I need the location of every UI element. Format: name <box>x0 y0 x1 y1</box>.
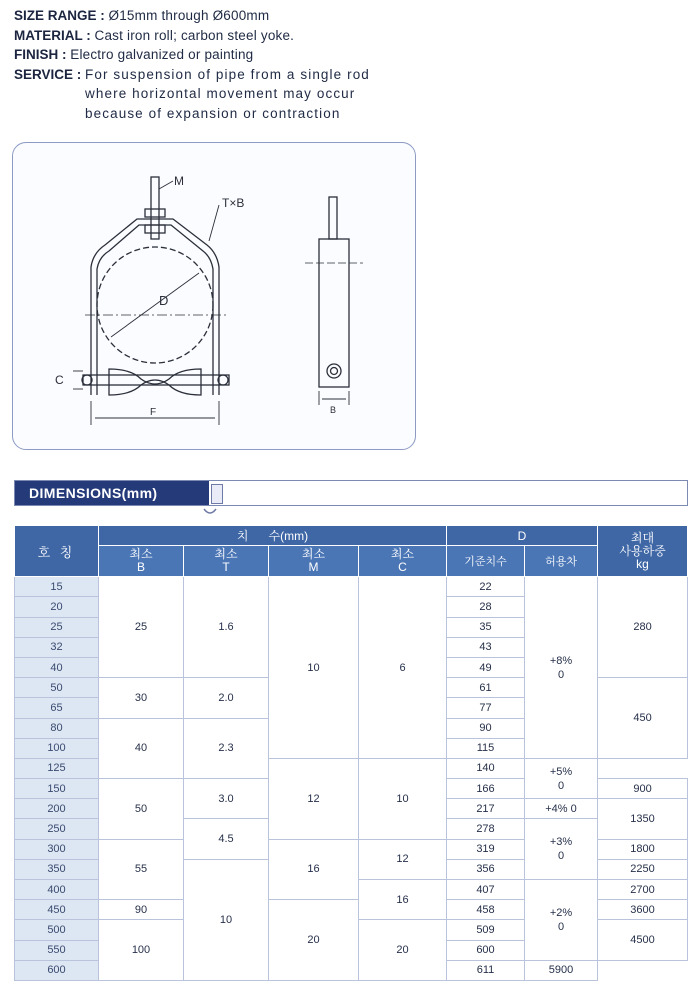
d-cell: 115 <box>447 738 525 758</box>
b-cell: 100 <box>99 920 184 981</box>
load-cell: 4500 <box>598 920 688 960</box>
load-cell: 900 <box>598 779 688 799</box>
header-m: 최소 M <box>269 546 359 577</box>
nominal-cell: 80 <box>15 718 99 738</box>
hanger-drawing-panel <box>12 142 416 450</box>
spec-label: SERVICE : <box>14 66 86 82</box>
b-cell: 55 <box>99 839 184 900</box>
t-cell: 3.0 <box>184 779 269 819</box>
m-cell: 16 <box>269 839 359 900</box>
m-cell: 20 <box>269 900 359 981</box>
tolerance-cell: +5% 0 <box>525 758 598 798</box>
load-cell: 1350 <box>598 799 688 839</box>
header-b: 최소 B <box>99 546 184 577</box>
nominal-cell: 450 <box>15 900 99 920</box>
nominal-cell: 250 <box>15 819 99 839</box>
label-b: B <box>330 405 337 415</box>
header-c: 최소 C <box>359 546 447 577</box>
rod-shape <box>151 177 159 239</box>
nominal-cell: 40 <box>15 657 99 677</box>
spec-label: FINISH : <box>14 47 71 62</box>
header-size-group: 치 수(mm) <box>99 526 447 546</box>
nut-shape <box>145 209 165 217</box>
spec-size-range <box>14 6 434 26</box>
t-cell: 2.0 <box>184 678 269 718</box>
t-cell: 10 <box>184 859 269 980</box>
side-axle-circle <box>327 364 341 378</box>
dimensions-table <box>14 525 688 981</box>
nominal-cell: 600 <box>15 960 99 980</box>
b-cell: 40 <box>99 718 184 779</box>
nominal-cell: 125 <box>15 758 99 778</box>
nut-shape <box>145 225 165 233</box>
spec-label: SIZE RANGE : <box>14 8 109 23</box>
nominal-cell: 500 <box>15 920 99 940</box>
header-d: D <box>447 526 598 546</box>
spec-finish <box>14 45 434 65</box>
leader-m <box>159 181 173 189</box>
spec-value: Ø15mm through Ø600mm <box>108 8 270 23</box>
b-cell: 30 <box>99 678 184 718</box>
c-cell: 6 <box>359 577 447 759</box>
d-cell: 611 <box>447 960 525 980</box>
d-cell: 61 <box>447 678 525 698</box>
nominal-cell: 15 <box>15 577 99 597</box>
nominal-cell: 100 <box>15 738 99 758</box>
nominal-cell: 150 <box>15 779 99 799</box>
load-cell: 450 <box>598 678 688 759</box>
nominal-cell: 65 <box>15 698 99 718</box>
c-cell: 10 <box>359 758 447 839</box>
spec-label: MATERIAL : <box>14 27 95 43</box>
load-cell: 5900 <box>525 960 598 980</box>
d-cell: 28 <box>447 597 525 617</box>
header-d-tolerance: 허용차 <box>525 546 598 577</box>
d-cell: 140 <box>447 758 525 778</box>
tolerance-cell: +3% 0 <box>525 819 598 880</box>
c-cell: 16 <box>359 880 447 920</box>
side-rod-shape <box>329 197 337 239</box>
d-cell: 77 <box>447 698 525 718</box>
nominal-cell: 300 <box>15 839 99 859</box>
nominal-cell: 50 <box>15 678 99 698</box>
nominal-cell: 400 <box>15 880 99 900</box>
nominal-cell: 350 <box>15 859 99 879</box>
spec-value: For suspension of pipe from a single rod where horizontal movement may occur because of expansion or contraction <box>85 66 370 121</box>
label-d: D <box>159 293 169 308</box>
d-cell: 22 <box>447 577 525 597</box>
d-cell: 319 <box>447 839 525 859</box>
d-cell: 356 <box>447 859 525 879</box>
dimensions-title: DIMENSIONS(mm) <box>15 481 209 505</box>
d-cell: 43 <box>447 637 525 657</box>
d-cell: 458 <box>447 900 525 920</box>
nominal-cell: 32 <box>15 637 99 657</box>
roll-shape <box>109 369 201 395</box>
spec-block <box>14 6 434 123</box>
spec-value: Electro galvanized or painting <box>70 47 254 62</box>
load-cell: 2700 <box>598 880 688 900</box>
d-cell: 407 <box>447 880 525 900</box>
tolerance-cell: +8% 0 <box>525 577 598 759</box>
load-cell: 1800 <box>598 839 688 859</box>
d-cell: 217 <box>447 799 525 819</box>
d-cell: 509 <box>447 920 525 940</box>
c-cell: 12 <box>359 839 447 879</box>
header-t: 최소 T <box>184 546 269 577</box>
nominal-cell: 200 <box>15 799 99 819</box>
b-cell: 25 <box>99 577 184 678</box>
side-yoke-shape <box>319 239 349 387</box>
header-d-standard: 기준치수 <box>447 546 525 577</box>
t-cell: 2.3 <box>184 718 269 779</box>
banner-clip-icon <box>211 484 223 504</box>
header-max-load: 최대 사용하중 kg <box>598 526 688 577</box>
d-cell: 166 <box>447 779 525 799</box>
side-axle-hole <box>331 368 338 375</box>
spec-service <box>14 65 434 124</box>
b-cell: 90 <box>99 900 184 920</box>
spec-value: Cast iron roll; carbon steel yoke. <box>94 27 295 43</box>
t-cell: 1.6 <box>184 577 269 678</box>
spec-material <box>14 26 434 46</box>
nominal-cell: 20 <box>15 597 99 617</box>
label-txb: T×B <box>222 196 245 210</box>
leader-txb <box>209 205 219 241</box>
header-nominal: 호 칭 <box>15 526 99 577</box>
tolerance-cell: +4% 0 <box>525 799 598 819</box>
banner-hook-icon <box>203 507 217 515</box>
hanger-drawing <box>13 143 415 449</box>
nominal-cell: 25 <box>15 617 99 637</box>
load-cell: 3600 <box>598 900 688 920</box>
load-cell: 280 <box>598 577 688 678</box>
d-cell: 600 <box>447 940 525 960</box>
d-cell: 49 <box>447 657 525 677</box>
dimensions-banner <box>14 480 688 506</box>
label-f: F <box>150 407 157 418</box>
nominal-cell: 550 <box>15 940 99 960</box>
load-cell: 2250 <box>598 859 688 879</box>
d-cell: 278 <box>447 819 525 839</box>
m-cell: 12 <box>269 758 359 839</box>
c-cell: 20 <box>359 920 447 981</box>
b-cell: 50 <box>99 779 184 840</box>
label-c: C <box>55 373 64 387</box>
label-m: M <box>174 174 184 188</box>
diameter-line <box>111 273 199 337</box>
m-cell: 10 <box>269 577 359 759</box>
d-cell: 90 <box>447 718 525 738</box>
tolerance-cell: +2% 0 <box>525 880 598 961</box>
d-cell: 35 <box>447 617 525 637</box>
t-cell: 4.5 <box>184 819 269 859</box>
